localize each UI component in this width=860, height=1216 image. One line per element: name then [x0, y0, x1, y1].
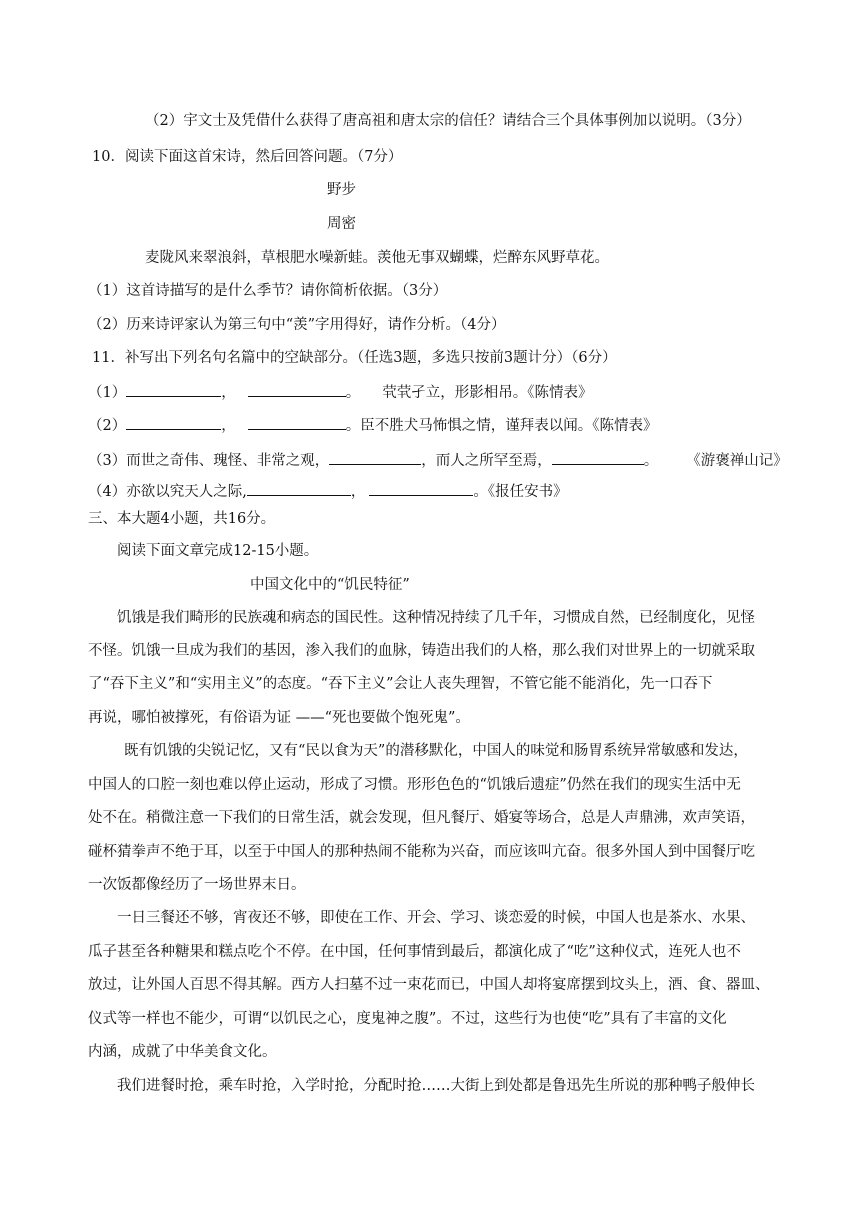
article-line: 仪式等一样也不能少，可谓“以饥民之心，度鬼神之腹”。不过，这些行为也使“吃”具有了丰富的文化: [88, 1011, 727, 1027]
section-heading: 三、本大题4小题，共16分。: [88, 511, 276, 527]
answer-blank: [552, 450, 644, 465]
poem-author: 周密: [327, 216, 356, 232]
article-line: 饥饿是我们畸形的民族魂和病态的国民性。这种情况持续了几千年，习惯成自然，已经制度化，见怪: [117, 610, 755, 626]
q11-item2: [88, 415, 657, 436]
q11-item1: [88, 382, 592, 403]
q11-item4-prefix: （4）亦欲以究天人之际,: [88, 484, 247, 500]
q11-item3-source: 《游褒禅山记》: [686, 453, 788, 469]
article-line: 一日三餐还不够，宵夜还不够，即使在工作、开会、学习、谈恋爱的时候，中国人也是茶水、水果、: [117, 910, 755, 926]
q11-item2-label: （2）: [88, 418, 127, 434]
q11-item1-sep: ，: [221, 385, 236, 401]
reading-instruction: 阅读下面文章完成12-15小题。: [117, 543, 319, 559]
q11-item1-end: 。: [345, 385, 361, 401]
article-line: 中国人的口腔一刻也难以停止运动，形成了习惯。形形色色的“饥饿后遗症”仍然在我们的现实生活中无: [88, 777, 741, 793]
answer-blank: [247, 481, 351, 496]
poem-text: 麦陇风来翠浪斜，草根肥水噪新蛙。羡他无事双蝴蝶，烂醉东风野草花。: [145, 250, 609, 266]
q11-item3-mid: ，而人之所罕至焉，: [421, 453, 552, 469]
q11-item2-text: 臣不胜犬马怖惧之情，谨拜表以闻。《陈情表》: [360, 418, 658, 434]
q10-stem: 10．阅读下面这首宋诗，然后回答问题。（7分）: [92, 149, 403, 165]
article-line: 不怪。饥饿一旦成为我们的基因，渗入我们的血脉，铸造出我们的人格，那么我们对世界上的一切就采取: [88, 643, 755, 659]
q11-item3: [88, 450, 788, 471]
q11-item4: [88, 481, 568, 502]
answer-blank: [126, 415, 221, 430]
q11-item2-end: 。: [345, 418, 361, 434]
q9-sub2: （2）宇文士及凭借什么获得了唐高祖和唐太宗的信任？请结合三个具体事例加以说明。（3分）: [145, 113, 751, 129]
q11-item3-end: 。: [643, 453, 659, 469]
poem-title: 野步: [327, 182, 356, 198]
article-line: 既有饥饿的尖锐记忆，又有“民以食为天”的潜移默化，中国人的味觉和肠胃系统异常敏感和发达，: [124, 743, 748, 759]
q10-sub2: （2）历来诗评家认为第三句中“羡”字用得好，请作分析。（4分）: [88, 317, 506, 333]
article-line: 内涵，成就了中华美食文化。: [88, 1044, 277, 1060]
answer-blank: [369, 481, 473, 496]
article-line: 碰杯猜拳声不绝于耳，以至于中国人的那种热闹不能称为兴奋，而应该叫亢奋。很多外国人到中国餐厅吃: [88, 844, 755, 860]
answer-blank: [126, 382, 221, 397]
answer-blank: [248, 415, 346, 430]
article-title: 中国文化中的“饥民特征”: [250, 577, 410, 593]
article-line: 放过，让外国人百思不得其解。西方人扫墓不过一束花而已，中国人却将宴席摆到坟头上，酒、食、器皿、: [88, 977, 770, 993]
article-line: 处不在。稍微注意一下我们的日常生活，就会发现，但凡餐厅、婚宴等场合，总是人声鼎沸，欢声笑语，: [88, 810, 755, 826]
article-line: 再说，哪怕被撑死，有俗语为证 ——“死也要做个饱死鬼”。: [88, 710, 470, 726]
q11-stem: 11．补写出下列名句名篇中的空缺部分。（任选3题，多选只按前3题计分）（6分）: [92, 350, 617, 366]
article-line: 我们进餐时抢，乘车时抢，入学时抢，分配时抢……大街上到处都是鲁迅先生所说的那种鸭子般伸长: [117, 1078, 755, 1094]
article-line: 一次饭都像经历了一场世界末日。: [88, 877, 306, 893]
q11-item3-prefix: （3）而世之奇伟、瑰怪、非常之观，: [88, 453, 330, 469]
q11-item4-end: 。《报任安书》: [473, 484, 568, 500]
article-line: 瓜子甚至各种糖果和糕点吃个不停。在中国，任何事情到最后，都演化成了“吃”这种仪式，连死人也不: [88, 944, 741, 960]
q10-sub1: （1）这首诗描写的是什么季节？请你简析依据。（3分）: [88, 283, 448, 299]
q11-item4-sep: ，: [350, 484, 366, 500]
answer-blank: [329, 450, 421, 465]
article-line: 了“吞下主义”和“实用主义”的态度。“吞下主义”会让人丧失理智，不管它能不能消化，先一口吞下: [88, 676, 713, 692]
answer-blank: [248, 382, 346, 397]
q11-item2-sep: ，: [221, 418, 236, 434]
q11-item1-label: （1）: [88, 385, 127, 401]
q11-item1-text: 茕茕孑立，形影相吊。《陈情表》: [382, 385, 593, 401]
